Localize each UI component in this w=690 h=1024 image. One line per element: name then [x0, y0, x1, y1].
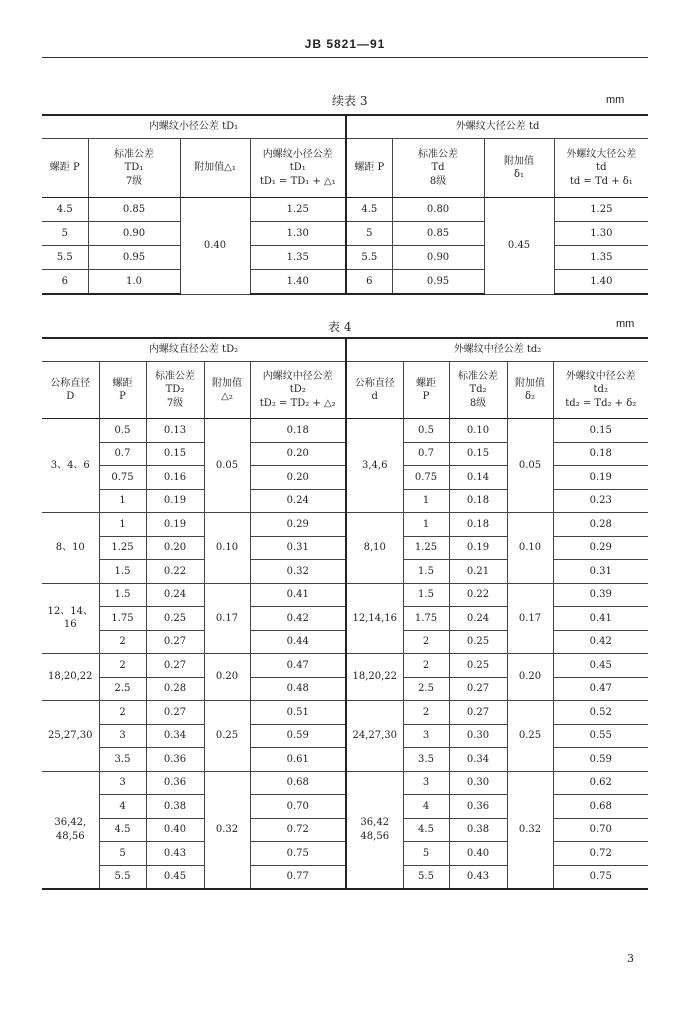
table4-group-header-inner: 内螺纹直径公差 tD₂: [42, 338, 346, 362]
table4-cell-pitch-outer: 4.5: [403, 818, 449, 842]
table4-cell-std-inner: 0.45: [146, 865, 204, 889]
table4-cell-pitch-inner: 1.75: [99, 607, 146, 631]
table3-unit: mm: [606, 94, 625, 106]
table4-cell-std-inner: 0.27: [146, 654, 204, 678]
table3-cell-pitch-outer: 4.5: [346, 198, 392, 222]
table4-cell-pitch-outer: 1.75: [403, 607, 449, 631]
table3-cell-tol-outer: 1.35: [554, 246, 648, 270]
table4-cell-std-outer: 0.25: [449, 654, 507, 678]
table3-caption: 续表 3: [332, 94, 368, 108]
table4-cell-dia-outer: 3,4,6: [346, 419, 403, 513]
table3-header-std-l: 标准公差 TD₁ 7级: [88, 139, 180, 198]
table4-cell-tol-outer: 0.45: [553, 654, 648, 678]
table4-cell-std-inner: 0.24: [146, 583, 204, 607]
table4-cell-tol-outer: 0.41: [553, 607, 648, 631]
table4-cell-tol-outer: 0.68: [553, 795, 648, 819]
table4-cell-add-inner: 0.32: [204, 771, 250, 889]
table3-cell-std-outer: 0.90: [392, 246, 484, 270]
table3-cell-pitch-inner: 5: [42, 222, 88, 246]
table4-cell-std-outer: 0.30: [449, 724, 507, 748]
table4-cell-tol-inner: 0.47: [250, 654, 346, 678]
table4-header-pitch-l: 螺距 P: [99, 362, 146, 419]
table3-cell-add-inner: 0.40: [180, 198, 250, 295]
table4-cell-std-inner: 0.20: [146, 536, 204, 560]
table4-cell-pitch-inner: 2: [99, 654, 146, 678]
table3-cell-pitch-outer: 5.5: [346, 246, 392, 270]
table3-cell-std-inner: 0.85: [88, 198, 180, 222]
table4-header-tol-r: 外螺纹中径公差 td₂ td₂ = Td₂ + δ₂: [553, 362, 648, 419]
table4-cell-std-outer: 0.36: [449, 795, 507, 819]
table4-cell-tol-outer: 0.18: [553, 442, 648, 466]
table3-cell-tol-outer: 1.30: [554, 222, 648, 246]
table4-header-add-l: 附加值 △₂: [204, 362, 250, 419]
table4-cell-pitch-outer: 1: [403, 489, 449, 513]
standard-number: JB 5821—91: [304, 37, 386, 51]
table4-cell-std-inner: 0.16: [146, 466, 204, 490]
table4-cell-std-inner: 0.36: [146, 748, 204, 772]
table-3: [42, 114, 648, 295]
table4-header-pitch-r: 螺距 P: [403, 362, 449, 419]
table3-cell-pitch-outer: 5: [346, 222, 392, 246]
table4-cell-dia-outer: 12,14,16: [346, 583, 403, 654]
table4-cell-std-inner: 0.34: [146, 724, 204, 748]
table3-cell-std-inner: 1.0: [88, 270, 180, 295]
table4-cell-tol-outer: 0.70: [553, 818, 648, 842]
table4-cell-pitch-outer: 2: [403, 630, 449, 654]
table4-cell-std-outer: 0.21: [449, 560, 507, 584]
table4-cell-std-outer: 0.27: [449, 701, 507, 725]
table4-cell-add-outer: 0.10: [507, 513, 553, 584]
table4-cell-pitch-outer: 3: [403, 771, 449, 795]
table4-header-std-l: 标准公差 TD₂ 7级: [146, 362, 204, 419]
table4-cell-pitch-inner: 0.7: [99, 442, 146, 466]
header-rule: [42, 57, 648, 58]
table3-cell-tol-inner: 1.25: [250, 198, 346, 222]
table4-cell-add-outer: 0.17: [507, 583, 553, 654]
table4-cell-pitch-outer: 5: [403, 842, 449, 866]
table4-cell-dia-inner: 25,27,30: [42, 701, 99, 772]
table4-cell-tol-outer: 0.15: [553, 419, 648, 443]
table4-cell-dia-inner: 8、10: [42, 513, 99, 584]
table4-cell-tol-outer: 0.31: [553, 560, 648, 584]
table4-cell-add-outer: 0.25: [507, 701, 553, 772]
table4-cell-std-outer: 0.25: [449, 630, 507, 654]
table3-header-tol-l: 内螺纹小径公差 tD₁ tD₁ = TD₁ + △₁: [250, 139, 346, 198]
table3-cell-pitch-inner: 6: [42, 270, 88, 295]
table3-cell-tol-outer: 1.25: [554, 198, 648, 222]
table4-cell-tol-outer: 0.42: [553, 630, 648, 654]
table4-cell-add-inner: 0.10: [204, 513, 250, 584]
table4-cell-add-inner: 0.25: [204, 701, 250, 772]
table4-cell-pitch-inner: 1.25: [99, 536, 146, 560]
table4-cell-std-inner: 0.19: [146, 513, 204, 537]
table4-cell-pitch-inner: 4: [99, 795, 146, 819]
table4-cell-pitch-inner: 1: [99, 489, 146, 513]
table4-cell-pitch-inner: 1.5: [99, 583, 146, 607]
table4-cell-std-inner: 0.28: [146, 677, 204, 701]
table4-cell-tol-inner: 0.29: [250, 513, 346, 537]
table3-header-add-l: 附加值△₁: [180, 139, 250, 198]
table4-cell-pitch-inner: 1.5: [99, 560, 146, 584]
table4-caption: 表 4: [328, 320, 352, 334]
table4-group-header-outer: 外螺纹中径公差 td₂: [346, 338, 648, 362]
table3-cell-tol-inner: 1.40: [250, 270, 346, 295]
table4-cell-tol-inner: 0.31: [250, 536, 346, 560]
table4-cell-pitch-outer: 3.5: [403, 748, 449, 772]
table4-cell-pitch-inner: 5.5: [99, 865, 146, 889]
table4-cell-pitch-outer: 1.5: [403, 560, 449, 584]
table3-cell-std-outer: 0.85: [392, 222, 484, 246]
table4-cell-std-inner: 0.13: [146, 419, 204, 443]
table4-cell-std-outer: 0.22: [449, 583, 507, 607]
table4-cell-std-outer: 0.19: [449, 536, 507, 560]
table4-cell-dia-outer: 18,20,22: [346, 654, 403, 701]
table3-header-add-r: 附加值 δ₁: [484, 139, 554, 198]
table4-cell-pitch-outer: 3: [403, 724, 449, 748]
table4-cell-pitch-outer: 4: [403, 795, 449, 819]
table4-cell-tol-inner: 0.18: [250, 419, 346, 443]
table4-cell-tol-outer: 0.62: [553, 771, 648, 795]
table3-header-std-r: 标准公差 Td 8级: [392, 139, 484, 198]
table3-cell-pitch-inner: 4.5: [42, 198, 88, 222]
table4-cell-std-outer: 0.43: [449, 865, 507, 889]
table3-cell-tol-inner: 1.35: [250, 246, 346, 270]
table4-cell-pitch-outer: 1: [403, 513, 449, 537]
table4-cell-std-outer: 0.27: [449, 677, 507, 701]
table4-cell-tol-outer: 0.29: [553, 536, 648, 560]
table4-cell-std-inner: 0.25: [146, 607, 204, 631]
table4-cell-tol-outer: 0.72: [553, 842, 648, 866]
page-number: 3: [627, 952, 634, 965]
table4-cell-pitch-outer: 2.5: [403, 677, 449, 701]
table4-cell-tol-outer: 0.52: [553, 701, 648, 725]
table4-cell-pitch-inner: 3.5: [99, 748, 146, 772]
table4-cell-std-outer: 0.24: [449, 607, 507, 631]
table4-cell-pitch-inner: 4.5: [99, 818, 146, 842]
table4-cell-pitch-outer: 0.75: [403, 466, 449, 490]
table4-cell-pitch-inner: 1: [99, 513, 146, 537]
table4-cell-pitch-outer: 5.5: [403, 865, 449, 889]
table4-cell-tol-inner: 0.24: [250, 489, 346, 513]
table3-cell-add-outer: 0.45: [484, 198, 554, 295]
table4-cell-pitch-outer: 0.5: [403, 419, 449, 443]
table4-cell-std-outer: 0.38: [449, 818, 507, 842]
table3-cell-tol-inner: 1.30: [250, 222, 346, 246]
table4-cell-tol-outer: 0.59: [553, 748, 648, 772]
table4-cell-tol-inner: 0.20: [250, 466, 346, 490]
table4-cell-pitch-inner: 2: [99, 630, 146, 654]
table-4: [42, 337, 648, 890]
table4-cell-tol-outer: 0.75: [553, 865, 648, 889]
table3-cell-std-inner: 0.90: [88, 222, 180, 246]
table4-header-add-r: 附加值 δ₂: [507, 362, 553, 419]
table4-cell-pitch-outer: 2: [403, 701, 449, 725]
table3-header-pitch-r: 螺距 P: [346, 139, 392, 198]
table3-group-header-outer: 外螺纹大径公差 td: [346, 115, 648, 139]
table4-cell-std-inner: 0.15: [146, 442, 204, 466]
table4-cell-std-outer: 0.14: [449, 466, 507, 490]
table4-cell-tol-outer: 0.47: [553, 677, 648, 701]
table4-cell-tol-outer: 0.19: [553, 466, 648, 490]
table4-cell-std-inner: 0.22: [146, 560, 204, 584]
table4-header-tol-l: 内螺纹中径公差 tD₂ tD₂ = TD₂ + △₂: [250, 362, 346, 419]
table4-cell-tol-inner: 0.70: [250, 795, 346, 819]
table4-cell-tol-inner: 0.59: [250, 724, 346, 748]
table4-cell-add-outer: 0.05: [507, 419, 553, 513]
table3-cell-tol-outer: 1.40: [554, 270, 648, 295]
table3-cell-pitch-outer: 6: [346, 270, 392, 295]
table4-cell-add-outer: 0.20: [507, 654, 553, 701]
table4-cell-std-inner: 0.19: [146, 489, 204, 513]
table4-cell-tol-inner: 0.61: [250, 748, 346, 772]
table4-cell-std-outer: 0.40: [449, 842, 507, 866]
table4-cell-dia-outer: 8,10: [346, 513, 403, 584]
table4-cell-std-outer: 0.10: [449, 419, 507, 443]
table4-cell-add-inner: 0.20: [204, 654, 250, 701]
table4-cell-std-inner: 0.27: [146, 701, 204, 725]
table3-group-header-inner: 内螺纹小径公差 tD₁: [42, 115, 346, 139]
table4-cell-add-inner: 0.17: [204, 583, 250, 654]
table4-cell-pitch-inner: 3: [99, 724, 146, 748]
table4-cell-dia-inner: 12、14、16: [42, 583, 99, 654]
table4-cell-pitch-outer: 2: [403, 654, 449, 678]
table3-header-pitch-l: 螺距 P: [42, 139, 88, 198]
table4-cell-pitch-outer: 1.5: [403, 583, 449, 607]
table4-header-dia-l: 公称直径 D: [42, 362, 99, 419]
table4-cell-std-outer: 0.34: [449, 748, 507, 772]
table4-cell-std-inner: 0.43: [146, 842, 204, 866]
table4-cell-tol-inner: 0.48: [250, 677, 346, 701]
table4-cell-tol-inner: 0.72: [250, 818, 346, 842]
table4-cell-tol-outer: 0.28: [553, 513, 648, 537]
table4-cell-std-outer: 0.18: [449, 513, 507, 537]
table4-cell-dia-inner: 36,42, 48,56: [42, 771, 99, 889]
table4-cell-tol-inner: 0.77: [250, 865, 346, 889]
table3-header-tol-r: 外螺纹大径公差 td td = Td + δ₁: [554, 139, 648, 198]
table4-cell-std-inner: 0.36: [146, 771, 204, 795]
table4-cell-pitch-inner: 3: [99, 771, 146, 795]
table4-cell-pitch-inner: 5: [99, 842, 146, 866]
table3-cell-std-outer: 0.80: [392, 198, 484, 222]
table4-cell-dia-inner: 3、4、6: [42, 419, 99, 513]
table4-cell-tol-inner: 0.20: [250, 442, 346, 466]
table4-cell-pitch-outer: 0.7: [403, 442, 449, 466]
table4-cell-dia-inner: 18,20,22: [42, 654, 99, 701]
table4-header-std-r: 标准公差 Td₂ 8级: [449, 362, 507, 419]
table4-cell-dia-outer: 24,27,30: [346, 701, 403, 772]
table4-cell-tol-inner: 0.32: [250, 560, 346, 584]
table4-cell-tol-inner: 0.44: [250, 630, 346, 654]
table4-cell-pitch-inner: 0.5: [99, 419, 146, 443]
table4-unit: mm: [616, 318, 635, 330]
table4-cell-std-outer: 0.30: [449, 771, 507, 795]
table4-cell-tol-outer: 0.39: [553, 583, 648, 607]
table4-cell-std-outer: 0.18: [449, 489, 507, 513]
table4-cell-tol-inner: 0.42: [250, 607, 346, 631]
table4-cell-dia-outer: 36,42 48,56: [346, 771, 403, 889]
table3-cell-std-inner: 0.95: [88, 246, 180, 270]
table3-cell-std-outer: 0.95: [392, 270, 484, 295]
table4-cell-tol-inner: 0.75: [250, 842, 346, 866]
table4-cell-tol-outer: 0.23: [553, 489, 648, 513]
table4-cell-pitch-outer: 1.25: [403, 536, 449, 560]
table4-cell-pitch-inner: 2: [99, 701, 146, 725]
table4-cell-pitch-inner: 0.75: [99, 466, 146, 490]
table4-cell-add-inner: 0.05: [204, 419, 250, 513]
table4-cell-add-outer: 0.32: [507, 771, 553, 889]
table4-cell-std-inner: 0.27: [146, 630, 204, 654]
table4-cell-tol-inner: 0.41: [250, 583, 346, 607]
table4-header-dia-r: 公称直径 d: [346, 362, 403, 419]
table4-cell-tol-inner: 0.51: [250, 701, 346, 725]
table4-cell-std-outer: 0.15: [449, 442, 507, 466]
table4-cell-tol-inner: 0.68: [250, 771, 346, 795]
table4-cell-std-inner: 0.40: [146, 818, 204, 842]
table4-cell-tol-outer: 0.55: [553, 724, 648, 748]
table4-cell-pitch-inner: 2.5: [99, 677, 146, 701]
table4-cell-std-inner: 0.38: [146, 795, 204, 819]
table3-cell-pitch-inner: 5.5: [42, 246, 88, 270]
